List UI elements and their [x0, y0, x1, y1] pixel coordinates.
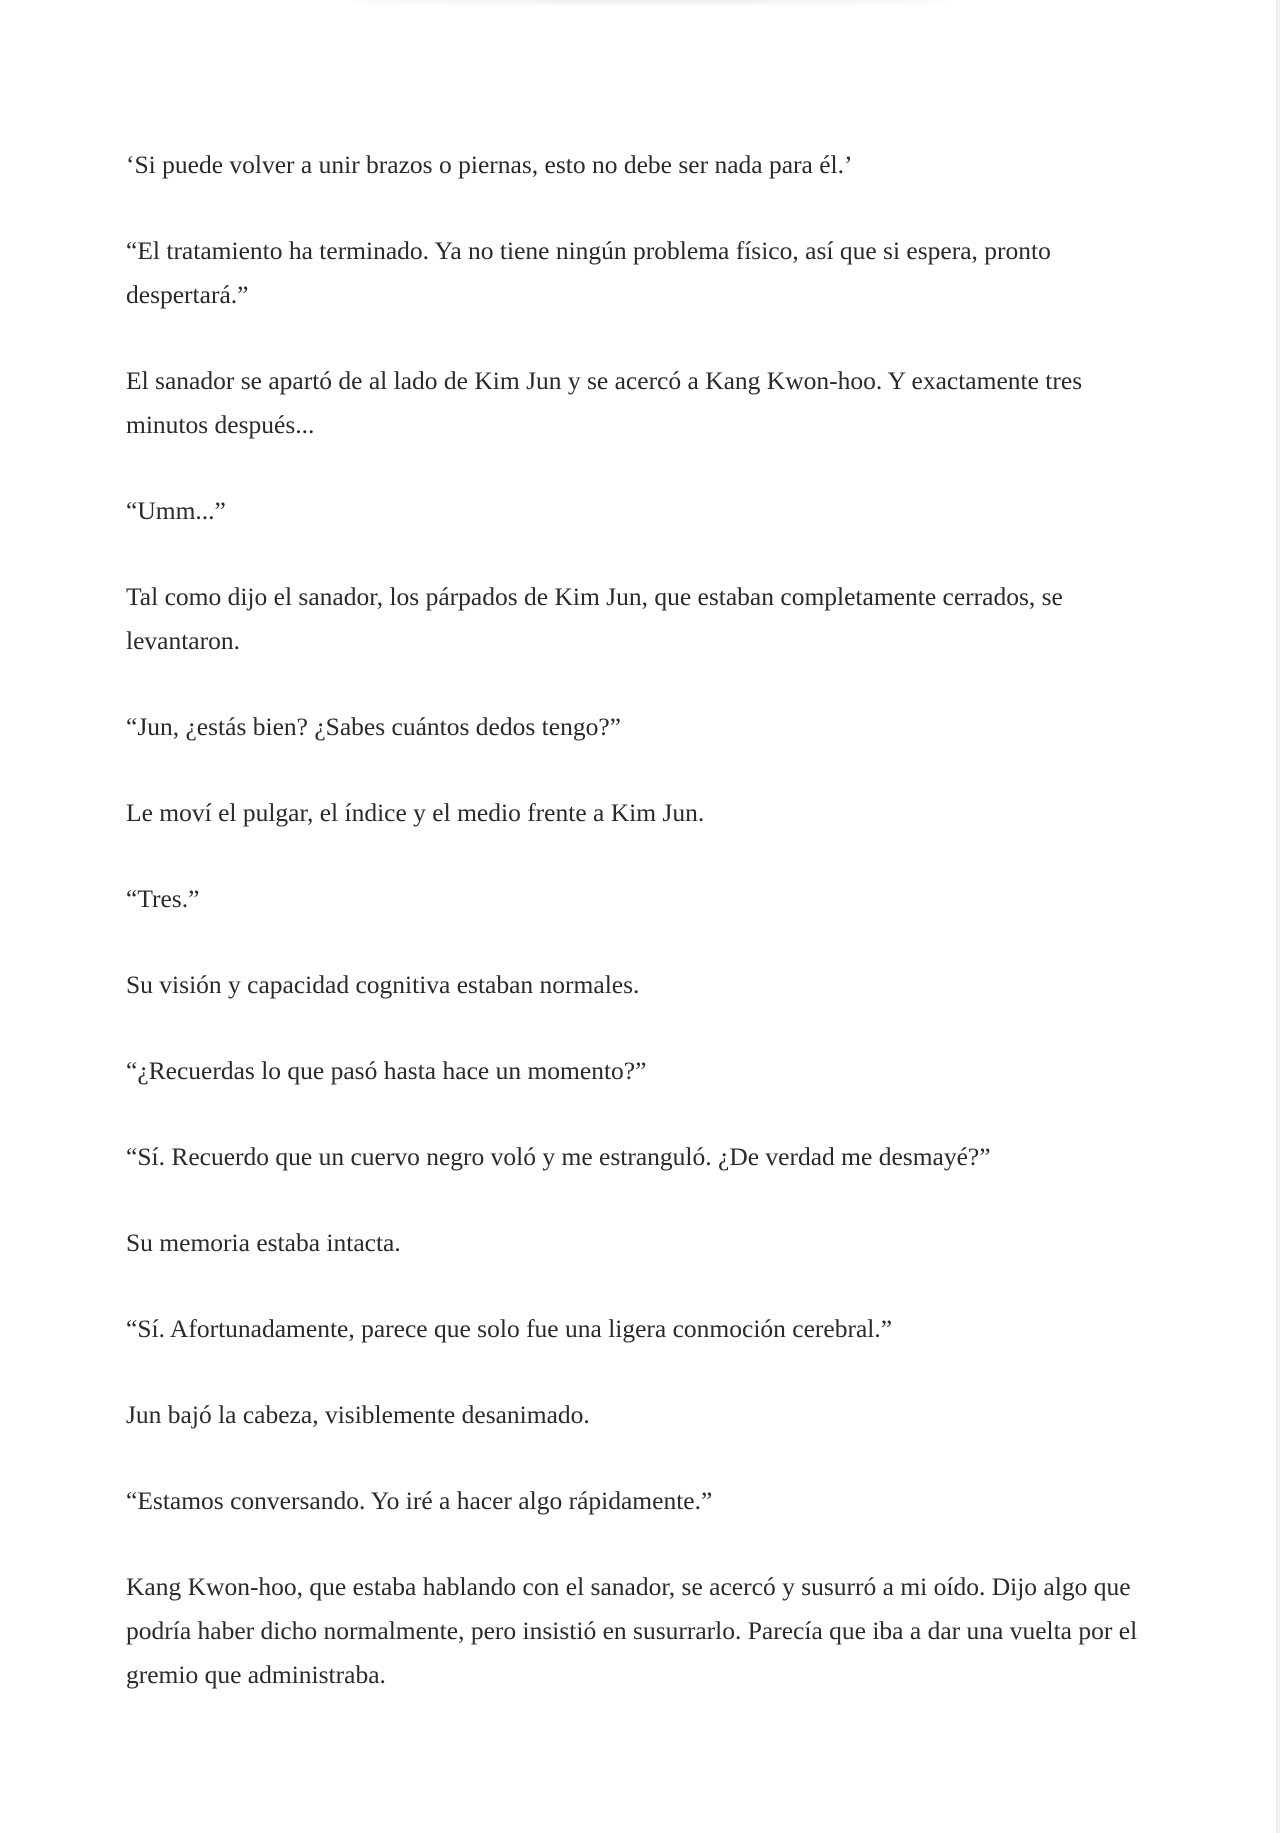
- document-body: [126, 143, 1156, 1697]
- paragraph: “¿Recuerdas lo que pasó hasta hace un momento?”: [126, 1056, 647, 1085]
- paragraph: “Umm...”: [126, 496, 226, 525]
- paragraph: “Estamos conversando. Yo iré a hacer algo rápidamente.”: [126, 1486, 713, 1515]
- paragraph: El sanador se apartó de al lado de Kim Jun y se acercó a Kang Kwon-hoo. Y exactamente tres minutos después...: [126, 366, 1083, 439]
- paragraph: Le moví el pulgar, el índice y el medio frente a Kim Jun.: [126, 798, 705, 827]
- paragraph: Su memoria estaba intacta.: [126, 1228, 401, 1257]
- paragraph: “Sí. Recuerdo que un cuervo negro voló y me estranguló. ¿De verdad me desmayé?”: [126, 1142, 991, 1171]
- paragraph: ‘Si puede volver a unir brazos o piernas, esto no debe ser nada para él.’: [126, 150, 853, 179]
- paragraph: Kang Kwon-hoo, que estaba hablando con el sanador, se acercó y susurró a mi oído. Dijo algo que podría haber dicho normalmente, pero insistió en susurrarlo. Parecía que iba a dar una vuelta por el gremio que administraba.: [126, 1572, 1138, 1689]
- paragraph: “Sí. Afortunadamente, parece que solo fue una ligera conmoción cerebral.”: [126, 1314, 893, 1343]
- paragraph: “Tres.”: [126, 884, 200, 913]
- paragraph: Su visión y capacidad cognitiva estaban normales.: [126, 970, 640, 999]
- paragraph: “El tratamiento ha terminado. Ya no tiene ningún problema físico, así que si espera, pronto despertará.”: [126, 236, 1051, 309]
- paragraph: Jun bajó la cabeza, visiblemente desanimado.: [126, 1400, 590, 1429]
- paragraph: “Jun, ¿estás bien? ¿Sabes cuántos dedos tengo?”: [126, 712, 621, 741]
- paragraph: Tal como dijo el sanador, los párpados de Kim Jun, que estaban completamente cerrados, se levantaron.: [126, 582, 1063, 655]
